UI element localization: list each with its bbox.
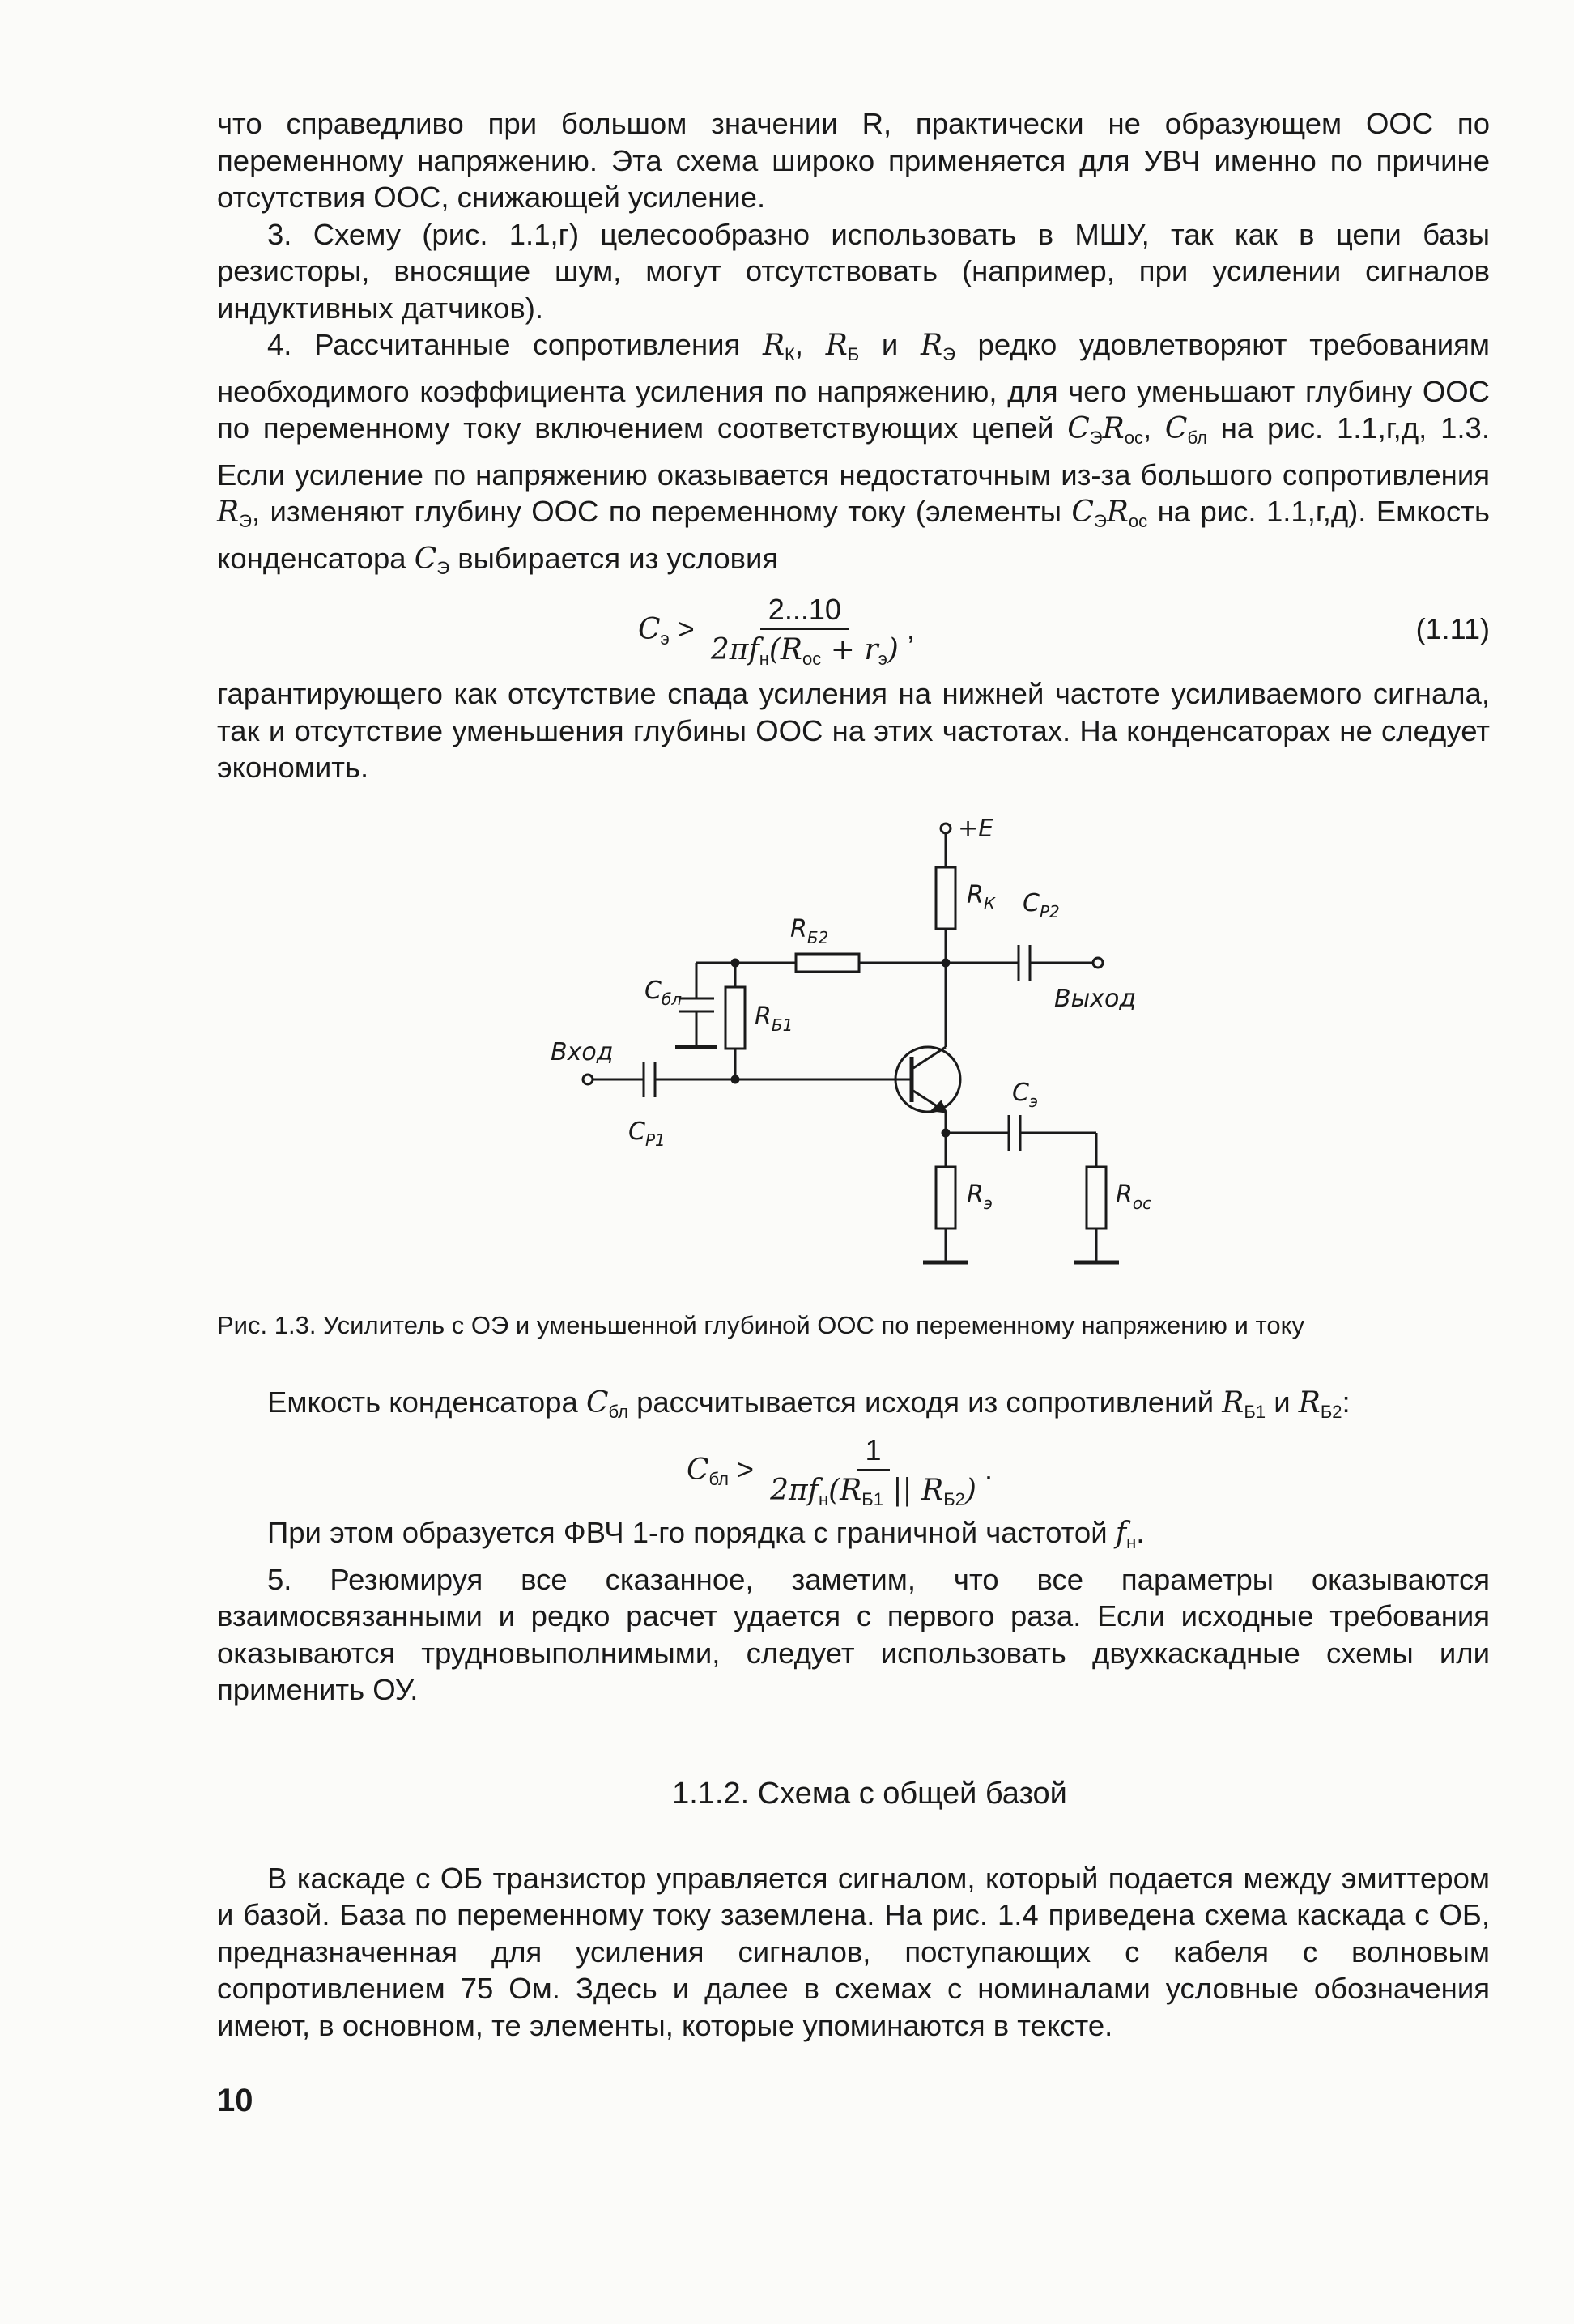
figure-caption: Рис. 1.3. Усилитель с ОЭ и уменьшенной глубиной ООС по переменному напряжению и току [217,1310,1304,1339]
label-cp1: $C_{P1}$ [628,1117,666,1150]
section-heading: 1.1.2. Схема с общей базой [672,1776,1067,1811]
page-number: 10 [217,2083,253,2118]
paragraph-5: Емкость конденсатора $C_{бл}$ рассчитывается исходя из сопротивлений $R_{Б1}$ и $R_{Б2}$: [267,1385,1351,1422]
label-output: Выход [1054,984,1137,1013]
label-ce: $C_э$ [1012,1078,1038,1111]
label-rb2: $R_{Б2}$ [790,914,829,947]
formula-1-11: $C_э$ > $\frac{2...10}{2\pi f_н(R_{ос} + r_э)}$ , (1.11) [638,593,1490,669]
label-re: $R_э$ [967,1180,993,1213]
figure-1-3-circuit [217,786,1490,1305]
paragraph-4: гарантирующего как отсутствие спада усиления на нижней частоте усиливаемого сигнала, так и отсутствие уменьшения глубины ООС на этих частотах. На конденсаторах не следует экономить. [217,677,1490,784]
paragraph-3: 4. Рассчитанные сопротивления $R_К$, $R_Б$ и $R_Э$ редко удовлетворяют требованиям необходимого коэффициента усиления по напряжению, для чего уменьшают глубину ООС по переменному току включением соответствующих цепей $C_ЭR_{ос}$, $C_{бл}$ на рис. 1.1,г,д, 1.3. Если усиление по напряжению оказывается недостаточным из-за большого сопротивления $R_Э$, изменяют глубину ООС по переменному току (элементы $C_ЭR_{ос}$ на рис. 1.1,г,д). Емкость конденсатора $C_Э$ выбирается из условия [217,328,1490,578]
label-input: Вход [551,1037,614,1066]
paragraph-6: При этом образуется ФВЧ 1-го порядка с граничной частотой $f_н$. [267,1516,1145,1552]
label-plus-e: +E [958,814,994,843]
equation-number: (1.11) [1415,612,1490,645]
label-cp2: $C_{P2}$ [1023,888,1060,922]
paragraph-8: В каскаде с ОБ транзистор управляется сигналом, который подается между эмиттером и базой. База по переменному току заземлена. На рис. 1.4 приведена схема каскада с ОБ, предназначенная для усиления сигналов, поступающих с кабеля с волновым сопротивлением 75 Ом. Здесь и далее в схемах с номиналами условные обозначения имеют, в основном, те элементы, которые упоминаются в тексте. [217,1861,1490,2042]
circuit-diagram [217,786,1490,1305]
label-rb1: $R_{Б1}$ [755,1002,793,1035]
label-roc: $R_{ос}$ [1116,1180,1152,1213]
paragraph-7: 5. Резюмируя все сказанное, заметим, что все параметры оказываются взаимосвязанными и редко расчет удается с первого раза. Если исходные требования оказываются трудновыполнимыми, следует использовать двухкаскадные схемы или применить ОУ. [217,1562,1490,1706]
paragraph-2: 3. Схему (рис. 1.1,г) целесообразно использовать в МШУ, так как в цепи базы резисторы, вносящие шум, могут отсутствовать (например, при усилении сигналов индуктивных датчиков). [217,217,1490,325]
fraction: $\frac{2...10}{2\pi f_н(R_{ос} + r_э)}$ [710,593,899,669]
paragraph-1: что справедливо при большом значении R, практически не образующем ООС по переменному напряжению. Эта схема широко применяется для УВЧ именно по причине отсутствия ООС, снижающей усиление. [217,107,1490,214]
fraction: $\frac{1}{2\pi f_н(R_{Б1} || R_{Б2})}$ [770,1433,976,1509]
formula-cbl: $C_{бл}$ > $\frac{1}{2\pi f_н(R_{Б1} || R_{Б2})}$ . [687,1433,993,1509]
label-rk: $R_К$ [967,880,996,913]
book-page [217,105,1490,2119]
label-cbl: $C_{бл}$ [644,976,683,1009]
